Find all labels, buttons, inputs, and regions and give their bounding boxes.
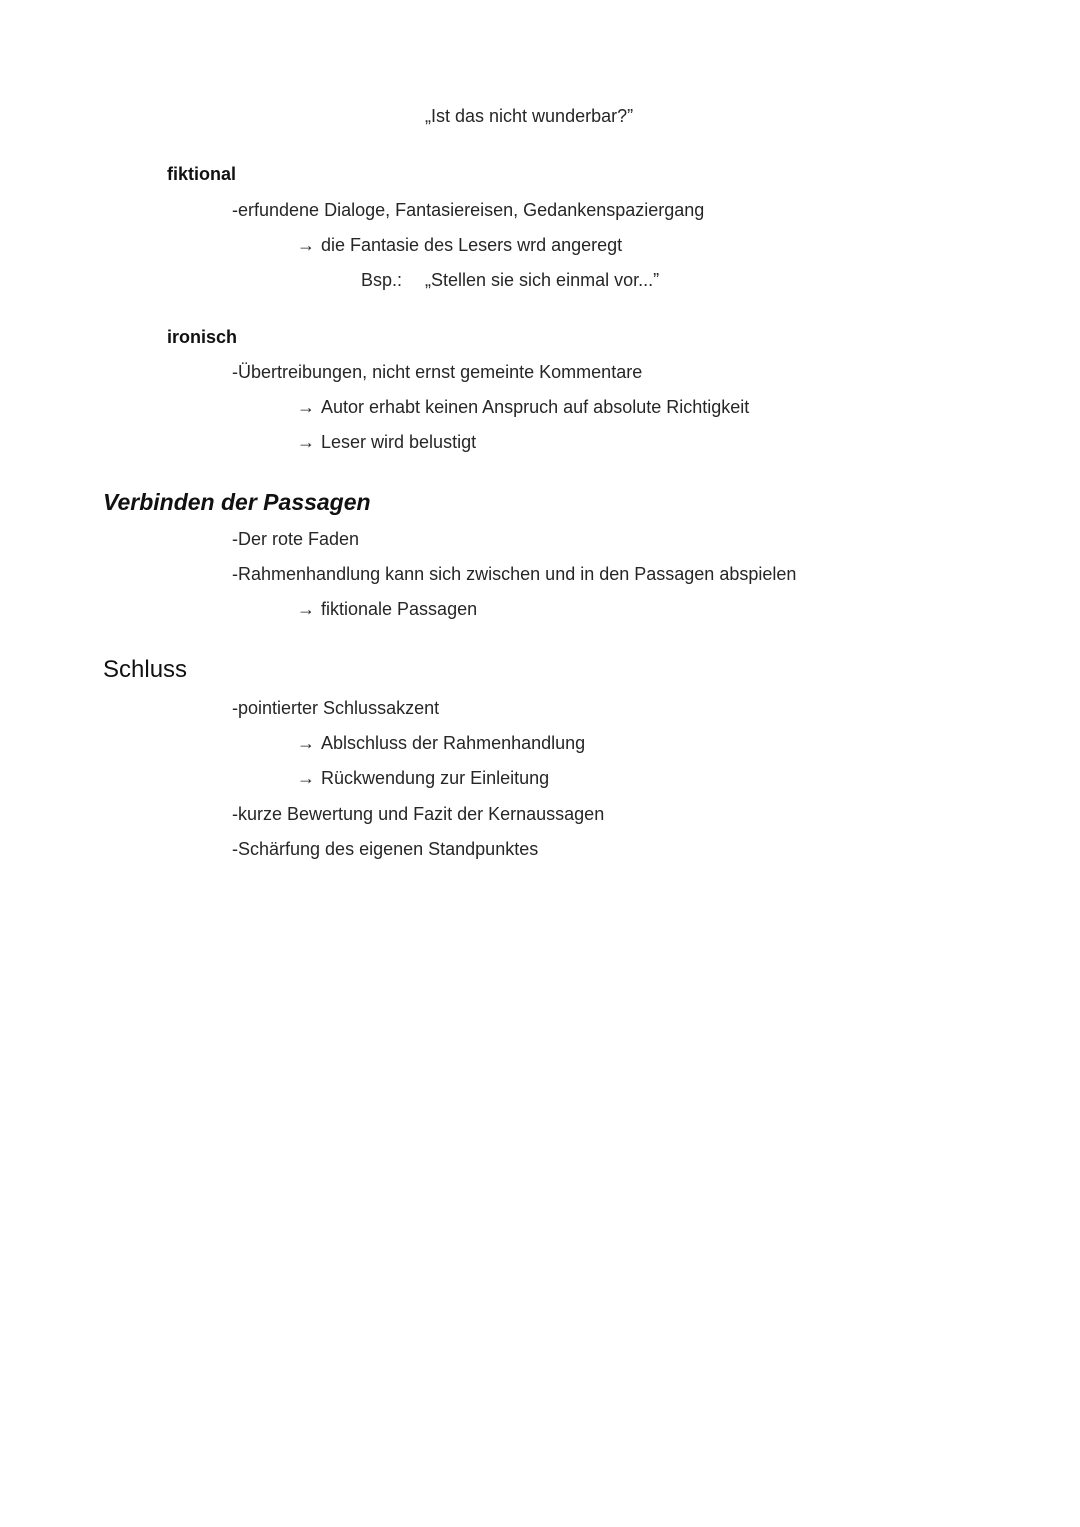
verbinden-item-2: -Rahmenhandlung kann sich zwischen und in den Passagen abspielen <box>232 564 797 584</box>
schluss-arrow-line-1 <box>297 732 585 754</box>
ironisch-arrow-text-2: Leser wird belustigt <box>321 432 477 452</box>
schluss-heading: Schluss <box>103 656 188 683</box>
ironisch-heading: ironisch <box>167 327 238 347</box>
fiktional-example-label: Bsp.: <box>361 270 403 290</box>
arrow-right-icon: → <box>297 768 315 788</box>
arrow-right-icon: → <box>297 235 315 255</box>
ironisch-item: -Übertreibungen, nicht ernst gemeinte Kommentare <box>232 362 643 382</box>
verbinden-arrow-line <box>297 598 477 620</box>
fiktional-heading: fiktional <box>167 164 237 184</box>
schluss-item-1: -pointierter Schlussakzent <box>232 698 440 718</box>
verbinden-heading: Verbinden der Passagen <box>103 489 371 515</box>
arrow-right-icon: → <box>297 599 315 619</box>
arrow-right-icon: → <box>297 397 315 417</box>
ironisch-arrow-line-2 <box>297 431 476 453</box>
ironisch-arrow-text-1: Autor erhabt keinen Anspruch auf absolute Richtigkeit <box>321 397 750 417</box>
schluss-arrow-text-2: Rückwendung zur Einleitung <box>321 768 550 788</box>
top-quote: „Ist das nicht wunderbar?” <box>425 106 634 126</box>
fiktional-arrow-line <box>297 234 622 256</box>
verbinden-arrow-text: fiktionale Passagen <box>321 599 478 619</box>
fiktional-item: -erfundene Dialoge, Fantasiereisen, Gedankenspaziergang <box>232 200 705 220</box>
verbinden-item-1: -Der rote Faden <box>232 529 360 549</box>
schluss-arrow-line-2 <box>297 767 549 789</box>
fiktional-arrow-text: die Fantasie des Lesers wrd angeregt <box>321 235 623 255</box>
schluss-item-3: -Schärfung des eigenen Standpunktes <box>232 839 539 859</box>
arrow-right-icon: → <box>297 432 315 452</box>
arrow-right-icon: → <box>297 733 315 753</box>
ironisch-arrow-line-1 <box>297 396 749 418</box>
schluss-item-2: -kurze Bewertung und Fazit der Kernaussagen <box>232 804 605 824</box>
fiktional-example-text: „Stellen sie sich einmal vor...” <box>425 270 660 290</box>
schluss-arrow-text-1: Ablschluss der Rahmenhandlung <box>321 733 586 753</box>
